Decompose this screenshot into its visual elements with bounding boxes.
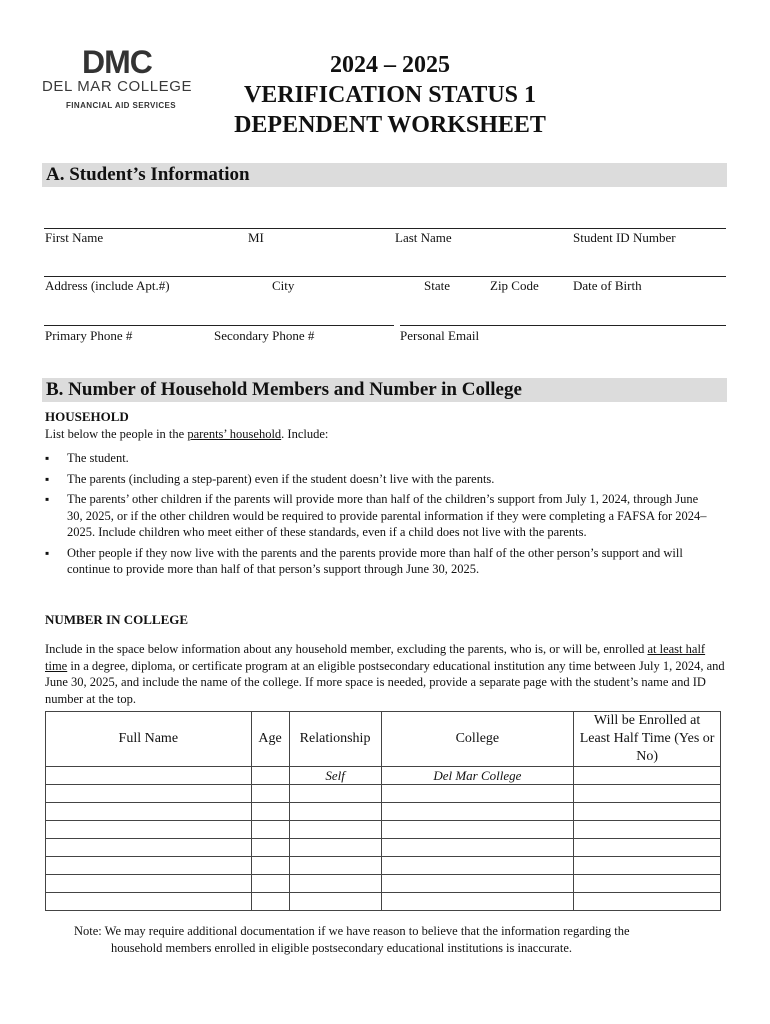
relationship-cell[interactable]: Self: [289, 767, 381, 785]
row1-fill-line[interactable]: [44, 228, 726, 229]
household-heading: HOUSEHOLD: [45, 409, 129, 424]
age-header: Age: [251, 712, 289, 767]
table-row: [46, 875, 721, 893]
college-logo: [42, 46, 202, 110]
age-cell[interactable]: [251, 767, 289, 785]
last-name-label: Last Name: [395, 230, 452, 245]
relationship-cell[interactable]: [289, 785, 381, 803]
enrolled-cell[interactable]: [574, 875, 721, 893]
row2-fill-line[interactable]: [44, 276, 726, 277]
page-title: [210, 50, 570, 140]
enrolled-cell[interactable]: [574, 767, 721, 785]
address-label: Address (include Apt.#): [45, 278, 170, 293]
svg-text:DMC: DMC: [82, 46, 152, 76]
section-b-heading: B. Number of Household Members and Number in College: [42, 378, 727, 402]
table-row: [46, 821, 721, 839]
enrolled-cell[interactable]: [574, 821, 721, 839]
age-cell[interactable]: [251, 803, 289, 821]
bullet-item: ▪ Other people if they now live with the parents and the parents provide more than half of the other person’s support and will continue to provide more than half of that person’s support through June 30, 2025.: [45, 545, 710, 578]
college-cell[interactable]: [381, 803, 574, 821]
household-intro: List below the people in the parents’ household. Include:: [45, 427, 329, 441]
enrolled-cell[interactable]: [574, 893, 721, 911]
college-cell[interactable]: [381, 857, 574, 875]
college-header: College: [381, 712, 574, 767]
email-fill-line[interactable]: [400, 325, 726, 326]
dmc-logo-icon: [82, 46, 160, 76]
table-row: [46, 839, 721, 857]
first-name-label: First Name: [45, 230, 104, 245]
full-name-cell[interactable]: [46, 875, 252, 893]
table-row: [46, 785, 721, 803]
age-cell[interactable]: [251, 875, 289, 893]
college-cell[interactable]: [381, 839, 574, 857]
age-cell[interactable]: [251, 821, 289, 839]
title-year: 2024 – 2025: [330, 52, 450, 78]
college-cell[interactable]: [381, 785, 574, 803]
age-cell[interactable]: [251, 857, 289, 875]
relationship-cell[interactable]: [289, 893, 381, 911]
personal-email-label: Personal Email: [400, 328, 480, 343]
table-row: [46, 767, 721, 785]
enrolled-cell[interactable]: [574, 857, 721, 875]
college-cell[interactable]: [381, 821, 574, 839]
section-a-heading: A. Student’s Information: [42, 163, 727, 187]
documentation-note: Note: We may require additional documentation if we have reason to believe that the information regarding the household members enrolled in eligible postsecondary educational institutions is inaccurate.: [74, 924, 630, 955]
secondary-phone-label: Secondary Phone #: [214, 328, 315, 343]
relationship-cell[interactable]: [289, 803, 381, 821]
age-cell[interactable]: [251, 785, 289, 803]
relationship-cell[interactable]: [289, 857, 381, 875]
table-row: [46, 857, 721, 875]
bullet-item: ▪ The parents’ other children if the parents will provide more than half of the children’s support from July 1, 2024, through June 30, 2025, or if the other children would be required to provide parental information if they were completing a FAFSA for 2024–2025. Include children who meet either of these standards, even if a child does not live with the parents.: [45, 491, 710, 541]
title-status: VERIFICATION STATUS 1: [243, 82, 537, 108]
table-row: [46, 893, 721, 911]
bullet-item: ▪ The student.: [45, 450, 710, 467]
full-name-cell[interactable]: [46, 785, 252, 803]
household-bullet-list: [45, 450, 710, 582]
city-label: City: [272, 278, 295, 293]
phone-fill-line[interactable]: [44, 325, 394, 326]
relationship-cell[interactable]: [289, 821, 381, 839]
full-name-header: Full Name: [46, 712, 252, 767]
date-of-birth-label: Date of Birth: [573, 278, 642, 293]
relationship-cell[interactable]: [289, 839, 381, 857]
number-in-college-instructions: Include in the space below information about any household member, excluding the parents, who is, or will be, enrolled at least half time in a degree, diploma, or certificate program at an eligible postsecondary educational institution any time between July 1, 2024, and June 30, 2025, and include the name of the college. If more space is needed, provide a separate page with the student’s name and ID number at the top.: [45, 642, 725, 706]
college-cell[interactable]: [381, 875, 574, 893]
mi-label: MI: [248, 230, 264, 245]
relationship-header: Relationship: [289, 712, 381, 767]
household-members-table: [45, 711, 721, 911]
full-name-cell[interactable]: [46, 767, 252, 785]
bullet-item: ▪ The parents (including a step-parent) even if the student doesn’t live with the parents.: [45, 471, 710, 488]
table-header-row: [46, 712, 721, 767]
table-row: [46, 803, 721, 821]
full-name-cell[interactable]: [46, 803, 252, 821]
enrolled-cell[interactable]: [574, 785, 721, 803]
full-name-cell[interactable]: [46, 857, 252, 875]
full-name-cell[interactable]: [46, 893, 252, 911]
zip-code-label: Zip Code: [490, 278, 539, 293]
enrolled-cell[interactable]: [574, 839, 721, 857]
number-in-college-heading: NUMBER IN COLLEGE: [45, 612, 189, 627]
college-cell[interactable]: Del Mar College: [381, 767, 574, 785]
full-name-cell[interactable]: [46, 839, 252, 857]
age-cell[interactable]: [251, 839, 289, 857]
relationship-cell[interactable]: [289, 875, 381, 893]
logo-department: FINANCIAL AID SERVICES: [66, 101, 176, 110]
primary-phone-label: Primary Phone #: [45, 328, 133, 343]
student-id-label: Student ID Number: [573, 230, 676, 245]
parents-household-text: parents’ household: [187, 427, 282, 441]
state-label: State: [424, 278, 450, 293]
title-worksheet: DEPENDENT WORKSHEET: [234, 112, 546, 138]
half-time-text: at least half time: [45, 642, 706, 673]
logo-college-name: DEL MAR COLLEGE: [42, 78, 193, 95]
enrolled-half-time-header: Will be Enrolled at Least Half Time (Yes or No): [574, 712, 721, 767]
full-name-cell[interactable]: [46, 821, 252, 839]
enrolled-cell[interactable]: [574, 803, 721, 821]
age-cell[interactable]: [251, 893, 289, 911]
college-cell[interactable]: [381, 893, 574, 911]
